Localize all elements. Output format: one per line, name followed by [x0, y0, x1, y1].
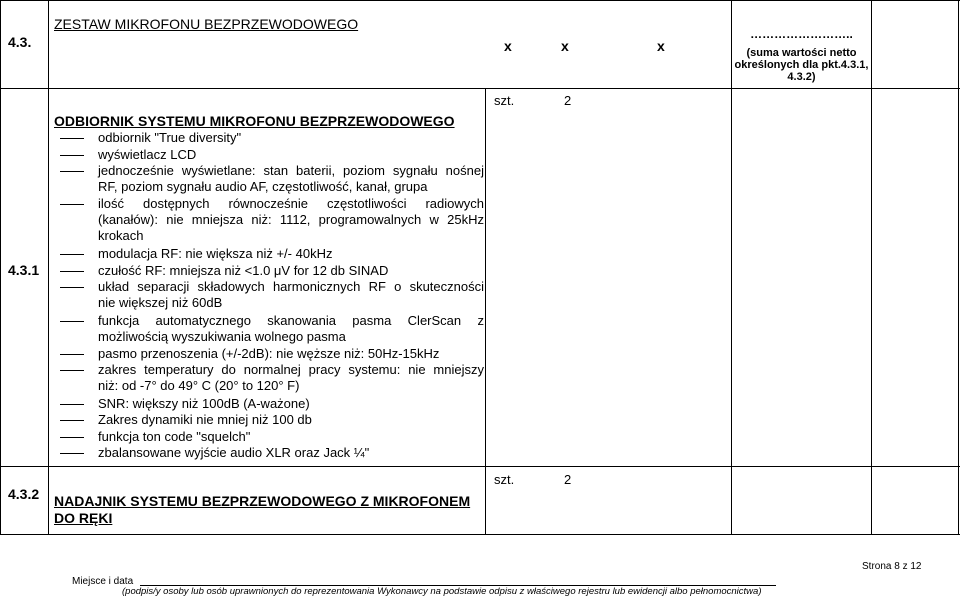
- spec-item-text: RF, poziom sygnału audio AF, częstotliwość, kanał, grupa: [98, 179, 428, 195]
- spec-item-text: wyświetlacz LCD: [98, 146, 197, 162]
- spec-item-text: pasmo przenoszenia (+/-2dB): nie węższe niż: 50Hz-15kHz: [98, 345, 440, 361]
- dash-bullet: [60, 254, 84, 255]
- spec-item-text: nie większej niż 60dB: [98, 295, 223, 311]
- x-mark-2: x: [561, 38, 569, 54]
- page-number: Strona 8 z 12: [862, 561, 922, 572]
- spec-item-text: jednocześnie wyświetlane: stan baterii, poziom sygnału nośnej: [98, 163, 484, 179]
- spec-item: [60, 246, 484, 262]
- spec-item: [60, 396, 484, 412]
- unit-4-3-1: szt.: [494, 93, 515, 108]
- unit-4-3-2: szt.: [494, 472, 515, 487]
- quantity-4-3-1: 2: [564, 93, 572, 108]
- dash-bullet: [60, 271, 84, 272]
- spec-item-text: układ separacji składowych harmonicznych RF o skuteczności: [98, 279, 484, 295]
- row-title-4-3-1: ODBIORNIK SYSTEMU MIKROFONU BEZPRZEWODOWEGO: [54, 113, 455, 129]
- table-row-divider-2: [0, 466, 960, 467]
- table-border-left: [0, 0, 1, 535]
- spec-item-text: Zakres dynamiki nie mniej niż 100 db: [98, 412, 312, 428]
- spec-item-text: krokach: [98, 228, 144, 244]
- dash-bullet: [60, 354, 84, 355]
- signature-note: (podpis/y osoby lub osób uprawnionych do reprezentowania Wykonawcy na podstawie odpisu z właściwego rejestru lub ewidencji albo pełnomocnictwa): [122, 586, 762, 597]
- spec-item: [60, 445, 484, 461]
- spec-item: [60, 362, 484, 394]
- spec-item-text: funkcja ton code "squelch": [98, 428, 251, 444]
- dash-bullet: [60, 404, 84, 405]
- table-col-divider-values: [731, 0, 732, 535]
- dash-bullet: [60, 370, 84, 371]
- spec-item-text: modulacja RF: nie większa niż +/- 40kHz: [98, 246, 333, 262]
- place-and-date-label: Miejsce i data: [72, 576, 134, 587]
- dash-bullet: [60, 287, 84, 288]
- spec-item: [60, 279, 484, 311]
- dash-bullet: [60, 453, 84, 454]
- spec-item-text: zbalansowane wyjście audio XLR oraz Jack ¼": [98, 445, 370, 461]
- spec-item-text: możliwością wyszukiwania wolnego pasma: [98, 328, 346, 344]
- spec-item-text: (kanałów): nie mniejsza niż: 1112, programowalnych w 25kHz: [98, 212, 484, 228]
- spec-item-text: odbiornik "True diversity": [98, 130, 242, 145]
- dash-bullet: [60, 138, 84, 139]
- dash-bullet: [60, 155, 84, 156]
- table-border-bottom: [0, 534, 960, 535]
- table-border-right: [958, 0, 959, 535]
- table-col-divider-number: [48, 0, 49, 535]
- x-mark-1: x: [504, 38, 512, 54]
- spec-item: [60, 163, 484, 195]
- quantity-4-3-2: 2: [564, 472, 572, 487]
- spec-item: [60, 346, 484, 362]
- dash-bullet: [60, 171, 84, 172]
- spec-item: [60, 196, 484, 244]
- dash-bullet: [60, 437, 84, 438]
- row-title-4-3: ZESTAW MIKROFONU BEZPRZEWODOWEGO: [54, 16, 359, 32]
- dash-bullet: [60, 204, 84, 205]
- spec-item: [60, 130, 484, 146]
- table-border-top: [0, 0, 960, 1]
- spec-item-text: SNR: większy niż 100dB (A-ważone): [98, 395, 310, 411]
- spec-item: [60, 147, 484, 163]
- row-number-4-3-1: 4.3.1: [8, 262, 40, 278]
- spec-item-text: czułość RF: mniejsza niż <1.0 μV for 12 db SINAD: [98, 262, 389, 278]
- row-number-4-3: 4.3.: [8, 34, 32, 50]
- spec-item: [60, 429, 484, 445]
- total-sum-note: (suma wartości netto określonych dla pkt.4.3.1, 4.3.2): [734, 47, 869, 83]
- total-dots: ……………………..: [750, 27, 853, 41]
- table-row-divider-1: [0, 88, 960, 89]
- spec-item-text: zakres temperatury do normalnej pracy systemu: nie mniejszy: [98, 362, 484, 378]
- spec-item: [60, 263, 484, 279]
- spec-item: [60, 313, 484, 345]
- spec-item-text: funkcja automatycznego skanowania pasma ClerScan z: [98, 312, 484, 328]
- x-mark-3: x: [657, 38, 665, 54]
- spec-item-text: niż: od -7° do 49° C (20° to 120° F): [98, 378, 300, 394]
- row-number-4-3-2: 4.3.2: [8, 486, 40, 502]
- spec-item-text: ilość dostępnych równocześnie częstotliwości radiowych: [98, 196, 484, 212]
- dash-bullet: [60, 420, 84, 421]
- spec-item: [60, 412, 484, 428]
- dash-bullet: [60, 321, 84, 322]
- row-title-4-3-2: NADAJNIK SYSTEMU BEZPRZEWODOWEGO Z MIKROFONEM DO RĘKI: [54, 493, 471, 526]
- table-col-divider-desc: [485, 88, 486, 535]
- table-col-divider-total: [871, 0, 872, 535]
